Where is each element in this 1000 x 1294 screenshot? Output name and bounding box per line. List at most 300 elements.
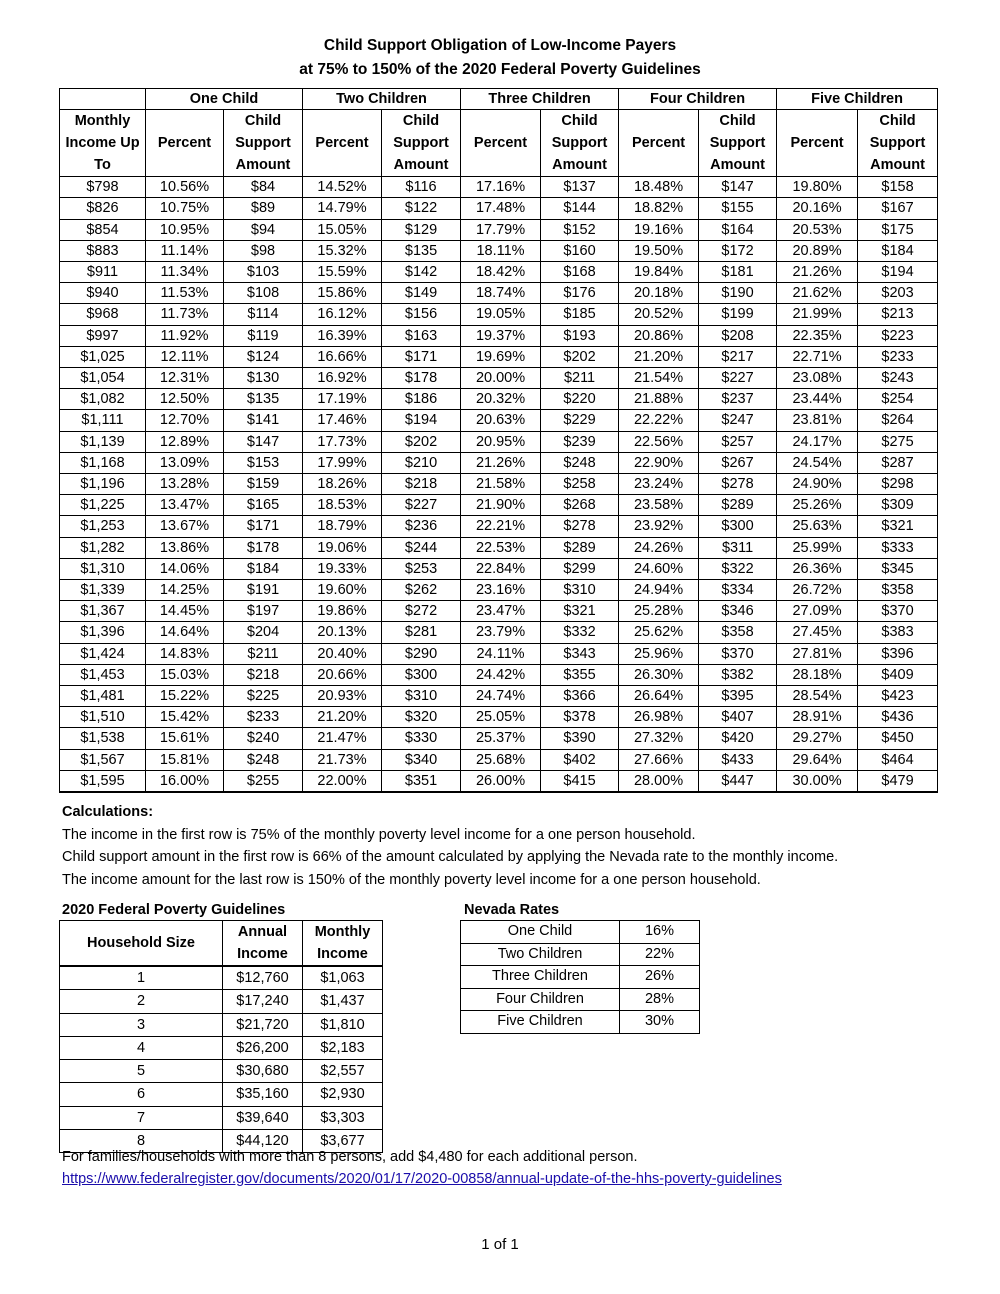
guideline-row	[60, 966, 383, 990]
amount-cell: $178	[224, 537, 303, 558]
amount-cell: $159	[224, 474, 303, 495]
table-row	[60, 410, 938, 431]
amount-cell: $175	[858, 219, 938, 240]
amount-cell: $229	[541, 410, 619, 431]
amount-cell: $227	[382, 495, 461, 516]
amount-cell: $310	[382, 686, 461, 707]
percent-cell: 22.22%	[619, 410, 699, 431]
income-cell: $1,025	[60, 346, 146, 367]
table-row	[60, 389, 938, 410]
table-row	[60, 474, 938, 495]
amount-cell: $262	[382, 580, 461, 601]
amount-cell: $149	[382, 283, 461, 304]
amount-cell: $236	[382, 516, 461, 537]
amount-cell: $152	[541, 219, 619, 240]
amount-cell: $383	[858, 622, 938, 643]
amount-cell: $390	[541, 728, 619, 749]
household-size-cell: 5	[60, 1060, 223, 1083]
amount-cell: $130	[224, 368, 303, 389]
monthly-income-cell: $1,437	[303, 990, 383, 1013]
percent-cell: 19.50%	[619, 240, 699, 261]
amount-cell: $116	[382, 177, 461, 198]
amount-cell: $407	[699, 707, 777, 728]
income-cell: $1,367	[60, 601, 146, 622]
percent-cell: 26.30%	[619, 664, 699, 685]
percent-cell: 15.61%	[146, 728, 224, 749]
amount-cell: $178	[382, 368, 461, 389]
rate-row	[461, 921, 700, 944]
amount-cell: $275	[858, 431, 938, 452]
table-row	[60, 452, 938, 473]
amount-cell: $202	[541, 346, 619, 367]
percent-cell: 11.14%	[146, 240, 224, 261]
amount-cell: $163	[382, 325, 461, 346]
amount-cell: $129	[382, 219, 461, 240]
percent-cell: 25.05%	[461, 707, 541, 728]
monthly-income-cell: $3,303	[303, 1106, 383, 1129]
percent-cell: 21.20%	[303, 707, 382, 728]
percent-cell: 21.73%	[303, 749, 382, 770]
percent-cell: 26.64%	[619, 686, 699, 707]
document-title: Child Support Obligation of Low-Income Payers	[323, 37, 677, 54]
percent-cell: 21.47%	[303, 728, 382, 749]
amount-cell: $144	[541, 198, 619, 219]
amount-cell: $199	[699, 304, 777, 325]
table-row	[60, 368, 938, 389]
percent-cell: 23.79%	[461, 622, 541, 643]
percent-cell: 17.79%	[461, 219, 541, 240]
table-row	[60, 601, 938, 622]
income-cell: $911	[60, 262, 146, 283]
percent-cell: 10.75%	[146, 198, 224, 219]
amount-cell: $290	[382, 643, 461, 664]
percent-cell: 15.86%	[303, 283, 382, 304]
amount-cell: $211	[224, 643, 303, 664]
amount-cell: $220	[541, 389, 619, 410]
percent-cell: 23.92%	[619, 516, 699, 537]
income-cell: $1,396	[60, 622, 146, 643]
percent-cell: 18.11%	[461, 240, 541, 261]
calculation-line: Child support amount in the first row is 66% of the amount calculated by applying the Nevada rate to the monthly income.	[62, 849, 839, 866]
amount-cell: $240	[224, 728, 303, 749]
percent-cell: 21.58%	[461, 474, 541, 495]
percent-cell: 18.82%	[619, 198, 699, 219]
income-cell: $1,282	[60, 537, 146, 558]
amount-cell: $450	[858, 728, 938, 749]
percent-cell: 14.06%	[146, 558, 224, 579]
children-count-cell: Four Children	[461, 988, 620, 1011]
household-size-cell: 2	[60, 990, 223, 1013]
amount-column-header: Child Support Amount	[224, 110, 303, 177]
table-row	[60, 304, 938, 325]
percent-cell: 16.12%	[303, 304, 382, 325]
amount-cell: $378	[541, 707, 619, 728]
percent-cell: 23.44%	[777, 389, 858, 410]
amount-cell: $395	[699, 686, 777, 707]
annual-income-cell: $35,160	[223, 1083, 303, 1106]
percent-cell: 25.99%	[777, 537, 858, 558]
amount-cell: $479	[858, 770, 938, 792]
income-cell: $1,111	[60, 410, 146, 431]
amount-cell: $278	[541, 516, 619, 537]
amount-column-header: Child Support Amount	[541, 110, 619, 177]
percent-cell: 19.69%	[461, 346, 541, 367]
amount-cell: $247	[699, 410, 777, 431]
guideline-row	[60, 990, 383, 1013]
monthly-income-cell: $2,557	[303, 1060, 383, 1083]
amount-cell: $197	[224, 601, 303, 622]
corner-header-cell	[60, 89, 146, 110]
amount-cell: $358	[858, 580, 938, 601]
percent-cell: 21.26%	[777, 262, 858, 283]
percent-cell: 28.91%	[777, 707, 858, 728]
percent-cell: 23.16%	[461, 580, 541, 601]
percent-cell: 17.73%	[303, 431, 382, 452]
amount-cell: $340	[382, 749, 461, 770]
income-cell: $854	[60, 219, 146, 240]
percent-cell: 24.26%	[619, 537, 699, 558]
rate-cell: 26%	[620, 966, 700, 989]
amount-cell: $268	[541, 495, 619, 516]
amount-cell: $210	[382, 452, 461, 473]
annual-income-cell: $30,680	[223, 1060, 303, 1083]
amount-cell: $420	[699, 728, 777, 749]
percent-cell: 12.89%	[146, 431, 224, 452]
percent-column-header: Percent	[146, 110, 224, 177]
amount-cell: $233	[224, 707, 303, 728]
rate-cell: 16%	[620, 921, 700, 944]
children-count-cell: Five Children	[461, 1011, 620, 1034]
table-row	[60, 177, 938, 198]
amount-cell: $218	[382, 474, 461, 495]
amount-column-header: Child Support Amount	[382, 110, 461, 177]
income-cell: $1,225	[60, 495, 146, 516]
guideline-row	[60, 1036, 383, 1059]
amount-cell: $165	[224, 495, 303, 516]
percent-cell: 13.28%	[146, 474, 224, 495]
percent-cell: 14.79%	[303, 198, 382, 219]
amount-column-header: Child Support Amount	[858, 110, 938, 177]
source-link[interactable]: https://www.federalregister.gov/documents/2020/01/17/2020-00858/annual-update-of-the-hhs-poverty-guidelines	[62, 1171, 782, 1187]
percent-cell: 22.90%	[619, 452, 699, 473]
amount-cell: $333	[858, 537, 938, 558]
percent-cell: 20.53%	[777, 219, 858, 240]
group-header: Two Children	[303, 89, 461, 110]
amount-cell: $299	[541, 558, 619, 579]
table-row	[60, 198, 938, 219]
amount-cell: $191	[224, 580, 303, 601]
percent-cell: 22.21%	[461, 516, 541, 537]
amount-cell: $147	[224, 431, 303, 452]
percent-column-header: Percent	[303, 110, 382, 177]
percent-cell: 25.28%	[619, 601, 699, 622]
amount-cell: $94	[224, 219, 303, 240]
amount-cell: $436	[858, 707, 938, 728]
amount-cell: $264	[858, 410, 938, 431]
percent-cell: 21.20%	[619, 346, 699, 367]
percent-cell: 16.39%	[303, 325, 382, 346]
rate-row	[461, 943, 700, 966]
amount-cell: $155	[699, 198, 777, 219]
amount-cell: $160	[541, 240, 619, 261]
income-cell: $1,481	[60, 686, 146, 707]
income-cell: $940	[60, 283, 146, 304]
percent-cell: 25.37%	[461, 728, 541, 749]
table-row	[60, 325, 938, 346]
amount-cell: $322	[699, 558, 777, 579]
amount-cell: $244	[382, 537, 461, 558]
percent-cell: 14.64%	[146, 622, 224, 643]
percent-cell: 11.73%	[146, 304, 224, 325]
percent-cell: 22.53%	[461, 537, 541, 558]
table-row	[60, 643, 938, 664]
income-cell: $997	[60, 325, 146, 346]
percent-cell: 25.96%	[619, 643, 699, 664]
amount-cell: $281	[382, 622, 461, 643]
percent-cell: 25.63%	[777, 516, 858, 537]
amount-cell: $267	[699, 452, 777, 473]
annual-income-cell: $26,200	[223, 1036, 303, 1059]
amount-cell: $355	[541, 664, 619, 685]
percent-column-header: Percent	[777, 110, 858, 177]
amount-cell: $366	[541, 686, 619, 707]
household-size-cell: 3	[60, 1013, 223, 1036]
percent-cell: 24.60%	[619, 558, 699, 579]
annual-income-cell: $21,720	[223, 1013, 303, 1036]
income-cell: $1,168	[60, 452, 146, 473]
amount-cell: $168	[541, 262, 619, 283]
percent-cell: 17.48%	[461, 198, 541, 219]
income-cell: $1,253	[60, 516, 146, 537]
percent-cell: 15.05%	[303, 219, 382, 240]
amount-cell: $330	[382, 728, 461, 749]
percent-cell: 21.54%	[619, 368, 699, 389]
amount-cell: $103	[224, 262, 303, 283]
amount-cell: $114	[224, 304, 303, 325]
amount-cell: $211	[541, 368, 619, 389]
monthly-income-header: Monthly Income	[303, 921, 383, 967]
amount-cell: $208	[699, 325, 777, 346]
percent-cell: 10.56%	[146, 177, 224, 198]
percent-cell: 17.19%	[303, 389, 382, 410]
percent-cell: 11.92%	[146, 325, 224, 346]
annual-income-cell: $12,760	[223, 966, 303, 990]
amount-cell: $415	[541, 770, 619, 792]
amount-cell: $185	[541, 304, 619, 325]
amount-cell: $141	[224, 410, 303, 431]
percent-cell: 27.32%	[619, 728, 699, 749]
income-cell: $1,082	[60, 389, 146, 410]
amount-cell: $255	[224, 770, 303, 792]
percent-cell: 15.22%	[146, 686, 224, 707]
children-count-cell: Three Children	[461, 966, 620, 989]
household-size-cell: 6	[60, 1083, 223, 1106]
amount-cell: $321	[858, 516, 938, 537]
income-cell: $1,339	[60, 580, 146, 601]
percent-cell: 13.47%	[146, 495, 224, 516]
percent-cell: 27.09%	[777, 601, 858, 622]
amount-cell: $343	[541, 643, 619, 664]
percent-cell: 19.84%	[619, 262, 699, 283]
percent-cell: 15.03%	[146, 664, 224, 685]
amount-cell: $203	[858, 283, 938, 304]
amount-cell: $204	[224, 622, 303, 643]
group-header: One Child	[146, 89, 303, 110]
percent-cell: 23.08%	[777, 368, 858, 389]
amount-cell: $433	[699, 749, 777, 770]
page-number: 1 of 1	[481, 1236, 519, 1253]
percent-cell: 17.99%	[303, 452, 382, 473]
percent-cell: 20.63%	[461, 410, 541, 431]
amount-cell: $239	[541, 431, 619, 452]
percent-cell: 18.26%	[303, 474, 382, 495]
table-row	[60, 537, 938, 558]
table-row	[60, 219, 938, 240]
amount-cell: $218	[224, 664, 303, 685]
percent-column-header: Percent	[619, 110, 699, 177]
monthly-income-cell: $3,677	[303, 1130, 383, 1153]
amount-cell: $193	[541, 325, 619, 346]
group-header: Five Children	[777, 89, 938, 110]
percent-column-header: Percent	[461, 110, 541, 177]
amount-cell: $84	[224, 177, 303, 198]
income-cell: $1,538	[60, 728, 146, 749]
income-column-header: Monthly Income Up To	[60, 110, 146, 177]
percent-cell: 27.45%	[777, 622, 858, 643]
percent-cell: 19.33%	[303, 558, 382, 579]
percent-cell: 29.27%	[777, 728, 858, 749]
poverty-guidelines-title: 2020 Federal Poverty Guidelines	[62, 902, 286, 918]
percent-cell: 23.58%	[619, 495, 699, 516]
percent-cell: 20.13%	[303, 622, 382, 643]
amount-cell: $184	[858, 240, 938, 261]
percent-cell: 20.93%	[303, 686, 382, 707]
monthly-income-cell: $2,930	[303, 1083, 383, 1106]
children-count-cell: Two Children	[461, 943, 620, 966]
percent-cell: 12.50%	[146, 389, 224, 410]
amount-cell: $334	[699, 580, 777, 601]
guideline-row	[60, 1106, 383, 1129]
rate-cell: 30%	[620, 1011, 700, 1034]
percent-cell: 18.53%	[303, 495, 382, 516]
income-cell: $968	[60, 304, 146, 325]
percent-cell: 19.37%	[461, 325, 541, 346]
percent-cell: 24.54%	[777, 452, 858, 473]
amount-cell: $135	[224, 389, 303, 410]
amount-cell: $124	[224, 346, 303, 367]
percent-cell: 26.72%	[777, 580, 858, 601]
calculation-line: The income amount for the last row is 150% of the monthly poverty level income for a one person household.	[62, 872, 761, 889]
percent-cell: 24.94%	[619, 580, 699, 601]
percent-cell: 16.92%	[303, 368, 382, 389]
poverty-guidelines-body	[60, 966, 383, 1153]
amount-cell: $190	[699, 283, 777, 304]
amount-cell: $310	[541, 580, 619, 601]
percent-cell: 20.18%	[619, 283, 699, 304]
income-cell: $1,424	[60, 643, 146, 664]
percent-cell: 20.89%	[777, 240, 858, 261]
annual-income-cell: $39,640	[223, 1106, 303, 1129]
amount-cell: $171	[382, 346, 461, 367]
amount-cell: $289	[699, 495, 777, 516]
percent-cell: 20.32%	[461, 389, 541, 410]
rate-row	[461, 1011, 700, 1034]
monthly-income-cell: $1,810	[303, 1013, 383, 1036]
amount-cell: $135	[382, 240, 461, 261]
percent-cell: 20.16%	[777, 198, 858, 219]
percent-cell: 20.00%	[461, 368, 541, 389]
income-cell: $1,310	[60, 558, 146, 579]
table-row	[60, 283, 938, 304]
percent-cell: 19.86%	[303, 601, 382, 622]
percent-cell: 17.16%	[461, 177, 541, 198]
percent-cell: 26.98%	[619, 707, 699, 728]
percent-cell: 19.80%	[777, 177, 858, 198]
amount-cell: $194	[382, 410, 461, 431]
rate-row	[461, 966, 700, 989]
amount-cell: $409	[858, 664, 938, 685]
table-row	[60, 516, 938, 537]
additional-person-note: For families/households with more than 8 persons, add $4,480 for each additional person.	[62, 1149, 638, 1165]
percent-cell: 15.32%	[303, 240, 382, 261]
obligation-table-body	[60, 177, 938, 792]
percent-cell: 16.00%	[146, 770, 224, 792]
amount-cell: $300	[382, 664, 461, 685]
percent-cell: 21.99%	[777, 304, 858, 325]
amount-cell: $464	[858, 749, 938, 770]
table-row	[60, 262, 938, 283]
percent-cell: 19.06%	[303, 537, 382, 558]
amount-cell: $164	[699, 219, 777, 240]
percent-cell: 26.00%	[461, 770, 541, 792]
income-cell: $1,453	[60, 664, 146, 685]
percent-cell: 27.66%	[619, 749, 699, 770]
income-cell: $1,595	[60, 770, 146, 792]
amount-cell: $287	[858, 452, 938, 473]
percent-cell: 22.35%	[777, 325, 858, 346]
group-header: Three Children	[461, 89, 619, 110]
household-size-cell: 7	[60, 1106, 223, 1129]
group-header: Four Children	[619, 89, 777, 110]
amount-cell: $253	[382, 558, 461, 579]
percent-cell: 19.16%	[619, 219, 699, 240]
percent-cell: 15.81%	[146, 749, 224, 770]
percent-cell: 23.81%	[777, 410, 858, 431]
amount-cell: $227	[699, 368, 777, 389]
income-cell: $1,510	[60, 707, 146, 728]
amount-column-header: Child Support Amount	[699, 110, 777, 177]
income-cell: $1,054	[60, 368, 146, 389]
amount-cell: $332	[541, 622, 619, 643]
percent-cell: 17.46%	[303, 410, 382, 431]
percent-cell: 23.24%	[619, 474, 699, 495]
calculations-heading: Calculations:	[62, 804, 154, 820]
amount-cell: $194	[858, 262, 938, 283]
rate-cell: 22%	[620, 943, 700, 966]
percent-cell: 26.36%	[777, 558, 858, 579]
rate-row	[461, 988, 700, 1011]
nevada-rates-body	[461, 921, 700, 1034]
percent-cell: 14.45%	[146, 601, 224, 622]
annual-income-header: Annual Income	[223, 921, 303, 967]
guideline-row	[60, 1013, 383, 1036]
percent-cell: 22.84%	[461, 558, 541, 579]
amount-cell: $156	[382, 304, 461, 325]
percent-cell: 11.53%	[146, 283, 224, 304]
amount-cell: $370	[858, 601, 938, 622]
amount-cell: $289	[541, 537, 619, 558]
amount-cell: $402	[541, 749, 619, 770]
